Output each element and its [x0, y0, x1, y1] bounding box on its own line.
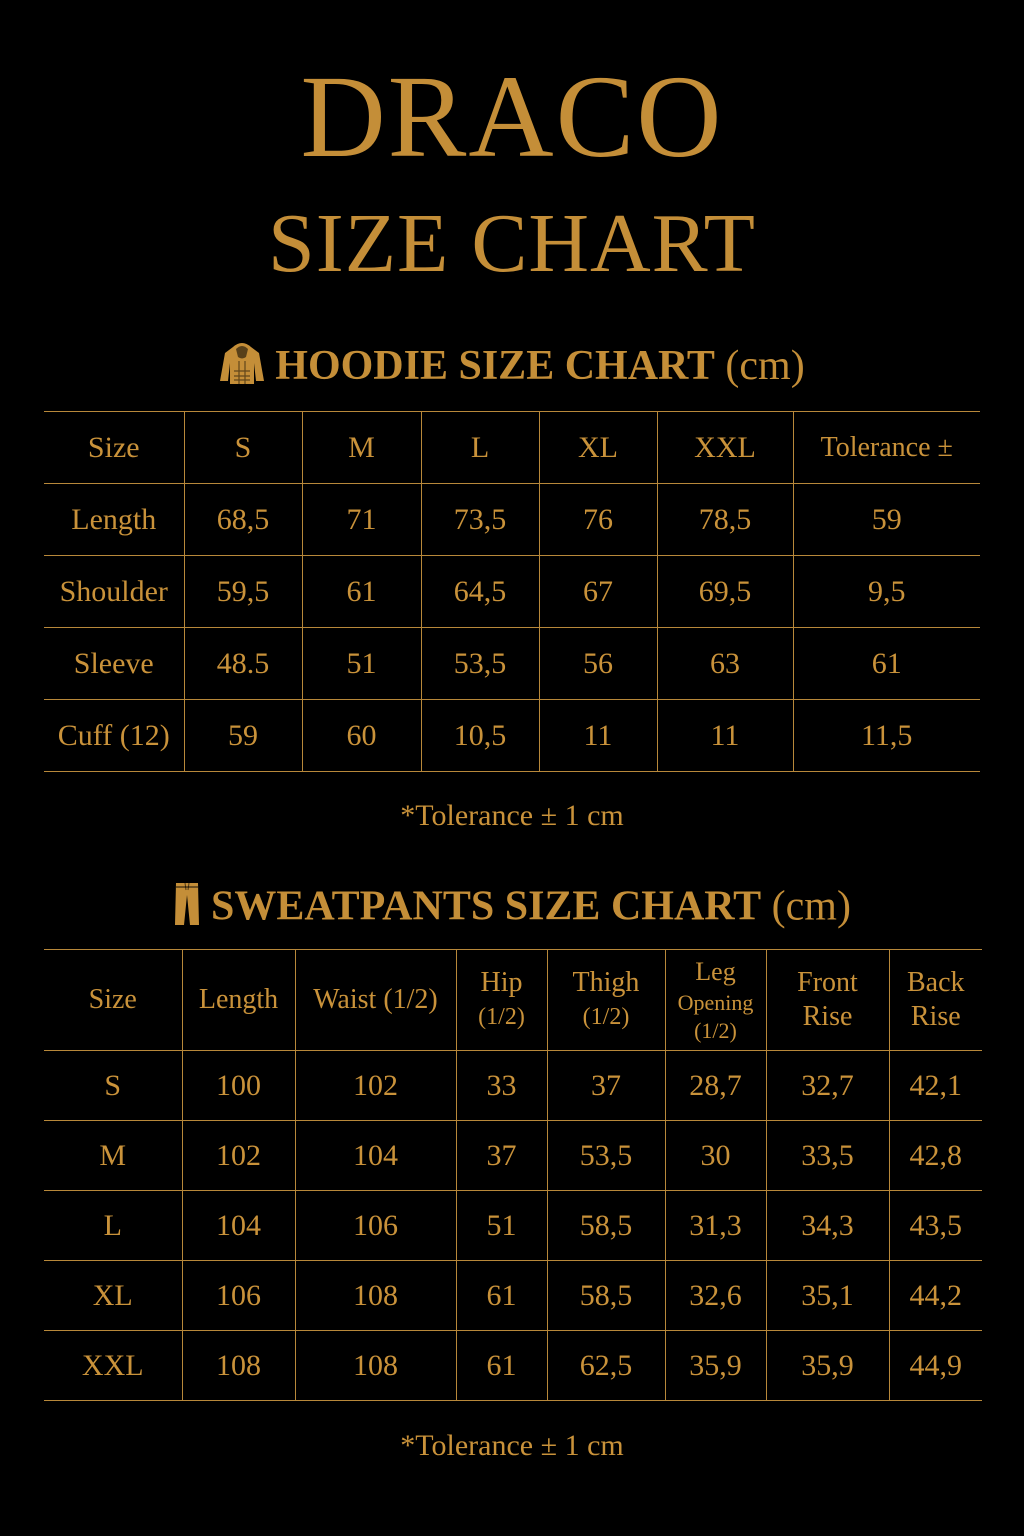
header-back-rise — [889, 950, 982, 1051]
header-thigh-label: Thigh — [572, 967, 640, 998]
header-back-label: Back — [906, 967, 965, 998]
table-cell: 104 — [182, 1191, 295, 1261]
table-cell: 71 — [302, 484, 421, 556]
table-row — [44, 1331, 982, 1401]
table-cell: 35,1 — [766, 1261, 889, 1331]
table-row — [44, 1121, 982, 1191]
table-cell: 33,5 — [766, 1121, 889, 1191]
table-cell: 108 — [295, 1261, 456, 1331]
table-cell: 37 — [547, 1051, 665, 1121]
header-front-rise — [766, 950, 889, 1051]
size-chart-title: SIZE CHART — [268, 197, 756, 290]
hoodie-header-cell: M — [302, 412, 421, 484]
hoodie-header-row — [44, 412, 980, 484]
hoodie-tolerance-note: *Tolerance ± 1 cm — [400, 799, 624, 832]
sweatpants-row-label: M — [44, 1121, 182, 1191]
table-cell: 76 — [539, 484, 657, 556]
table-row — [44, 1261, 982, 1331]
table-cell: 59 — [184, 700, 302, 772]
table-cell: 108 — [295, 1331, 456, 1401]
table-cell: 73,5 — [421, 484, 539, 556]
table-row — [44, 484, 980, 556]
table-cell: 61 — [793, 628, 980, 700]
brand-title: DRACO — [300, 51, 724, 182]
hoodie-heading — [0, 341, 1024, 397]
table-cell: 31,3 — [665, 1191, 766, 1261]
table-cell: 11 — [657, 700, 793, 772]
table-cell: 9,5 — [793, 556, 980, 628]
hoodie-header-cell: Size — [44, 412, 184, 484]
header-length: Length — [182, 950, 295, 1051]
table-cell: 35,9 — [665, 1331, 766, 1401]
header-waist: Waist (1/2) — [295, 950, 456, 1051]
table-cell: 106 — [182, 1261, 295, 1331]
header-thigh-sub: (1/2) — [582, 1004, 630, 1030]
hoodie-row-label: Shoulder — [44, 556, 184, 628]
header-leg-label: Leg — [695, 957, 736, 986]
table-cell: 56 — [539, 628, 657, 700]
table-cell: 32,6 — [665, 1261, 766, 1331]
hoodie-header-cell: Tolerance ± — [793, 412, 980, 484]
table-cell: 30 — [665, 1121, 766, 1191]
table-cell: 106 — [295, 1191, 456, 1261]
header-hip — [456, 950, 547, 1051]
hoodie-row-label: Cuff (12) — [44, 700, 184, 772]
header-front-rise-label: Rise — [802, 1001, 853, 1032]
sweatpants-tolerance-note: *Tolerance ± 1 cm — [400, 1429, 624, 1462]
table-cell: 64,5 — [421, 556, 539, 628]
table-cell: 44,2 — [889, 1261, 982, 1331]
table-cell: 42,1 — [889, 1051, 982, 1121]
table-cell: 59 — [793, 484, 980, 556]
table-row — [44, 628, 980, 700]
hoodie-size-table — [44, 411, 980, 772]
sweatpants-header-row — [44, 950, 982, 1051]
table-cell: 48.5 — [184, 628, 302, 700]
table-cell: 63 — [657, 628, 793, 700]
hoodie-row-label: Sleeve — [44, 628, 184, 700]
table-cell: 37 — [456, 1121, 547, 1191]
table-cell: 10,5 — [421, 700, 539, 772]
hoodie-header-cell: S — [184, 412, 302, 484]
table-cell: 61 — [302, 556, 421, 628]
hoodie-title: HOODIE SIZE CHART — [275, 343, 715, 389]
table-row — [44, 700, 980, 772]
hoodie-row-label: Length — [44, 484, 184, 556]
sweatpants-row-label: XL — [44, 1261, 182, 1331]
table-cell: 61 — [456, 1331, 547, 1401]
table-cell: 35,9 — [766, 1331, 889, 1401]
table-cell: 60 — [302, 700, 421, 772]
table-cell: 102 — [295, 1051, 456, 1121]
hoodie-header-cell: XL — [539, 412, 657, 484]
table-cell: 53,5 — [547, 1121, 665, 1191]
table-cell: 67 — [539, 556, 657, 628]
table-cell: 51 — [456, 1191, 547, 1261]
table-cell: 32,7 — [766, 1051, 889, 1121]
table-cell: 53,5 — [421, 628, 539, 700]
header-leg-opening-label: Opening — [677, 990, 754, 1015]
table-cell: 11 — [539, 700, 657, 772]
header-thigh — [547, 950, 665, 1051]
table-cell: 68,5 — [184, 484, 302, 556]
table-cell: 34,3 — [766, 1191, 889, 1261]
hoodie-icon — [219, 341, 265, 397]
sweatpants-size-table — [44, 949, 982, 1401]
table-cell: 43,5 — [889, 1191, 982, 1261]
header-front-label: Front — [797, 967, 858, 998]
sweatpants-row-label: L — [44, 1191, 182, 1261]
sweatpants-heading — [0, 881, 1024, 939]
table-cell: 44,9 — [889, 1331, 982, 1401]
table-cell: 28,7 — [665, 1051, 766, 1121]
table-cell: 100 — [182, 1051, 295, 1121]
table-cell: 62,5 — [547, 1331, 665, 1401]
table-cell: 58,5 — [547, 1191, 665, 1261]
sweatpants-row-label: S — [44, 1051, 182, 1121]
sweatpants-title: SWEATPANTS SIZE CHART — [211, 883, 762, 930]
table-cell: 51 — [302, 628, 421, 700]
header-hip-sub: (1/2) — [478, 1004, 525, 1030]
table-cell: 102 — [182, 1121, 295, 1191]
table-cell: 42,8 — [889, 1121, 982, 1191]
table-cell: 69,5 — [657, 556, 793, 628]
table-row — [44, 1191, 982, 1261]
header-size: Size — [44, 950, 182, 1051]
sweatpants-icon — [173, 881, 201, 939]
table-row — [44, 556, 980, 628]
table-cell: 104 — [295, 1121, 456, 1191]
hoodie-unit: (cm) — [725, 343, 805, 389]
table-cell: 11,5 — [793, 700, 980, 772]
table-cell: 61 — [456, 1261, 547, 1331]
table-cell: 78,5 — [657, 484, 793, 556]
header-leg-opening — [665, 950, 766, 1051]
hoodie-header-cell: L — [421, 412, 539, 484]
header-leg-sub: (1/2) — [694, 1018, 737, 1043]
table-cell: 58,5 — [547, 1261, 665, 1331]
header-hip-label: Hip — [480, 967, 523, 998]
table-row — [44, 1051, 982, 1121]
sweatpants-unit: (cm) — [771, 883, 851, 930]
sweatpants-row-label: XXL — [44, 1331, 182, 1401]
hoodie-header-cell: XXL — [657, 412, 793, 484]
table-cell: 59,5 — [184, 556, 302, 628]
table-cell: 33 — [456, 1051, 547, 1121]
table-cell: 108 — [182, 1331, 295, 1401]
header-back-rise-label: Rise — [910, 1001, 961, 1032]
